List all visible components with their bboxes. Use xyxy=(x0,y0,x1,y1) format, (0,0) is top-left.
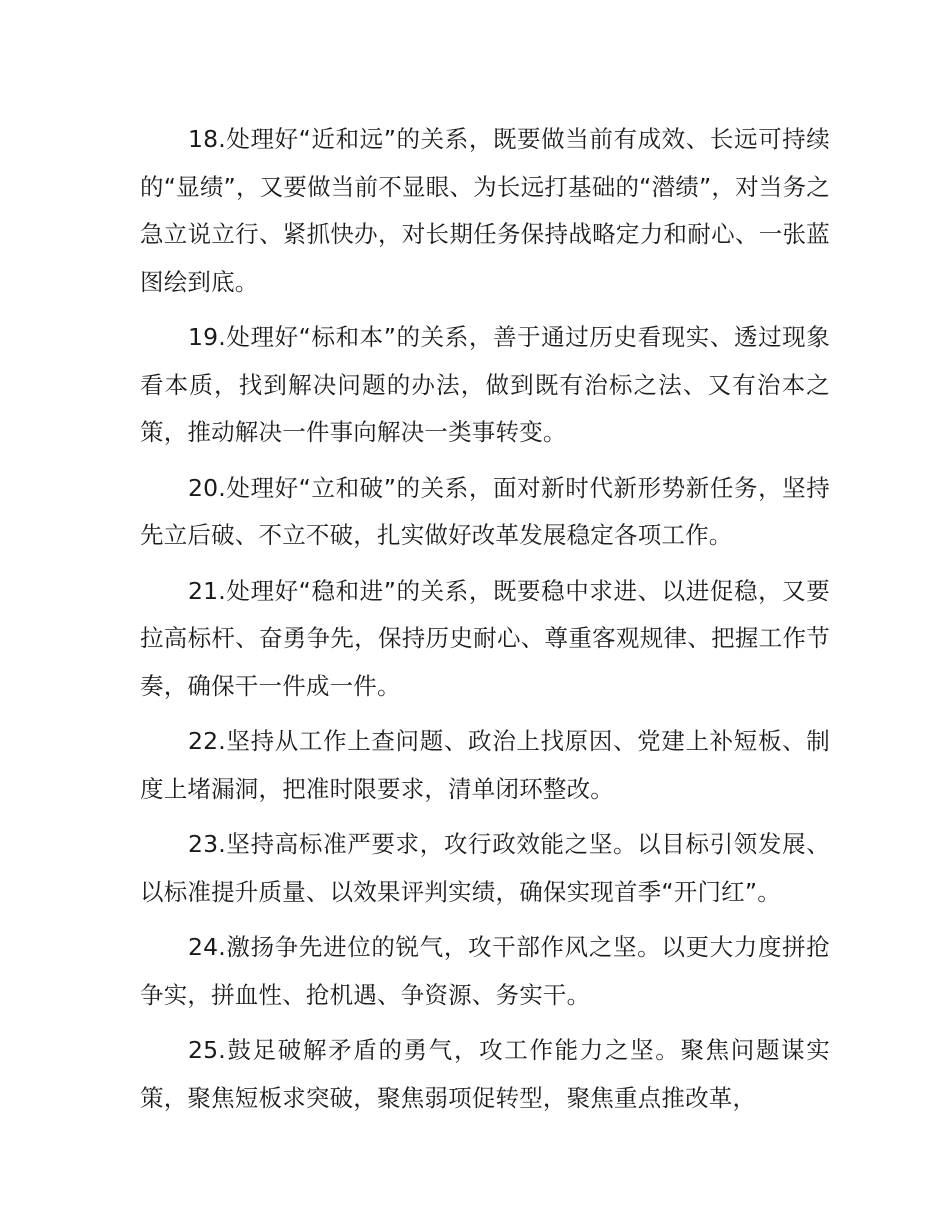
paragraph-22: 22.坚持从工作上查问题、政治上找原因、党建上补短板、制度上堵漏洞，把准时限要求，清单闭环整改。 xyxy=(140,727,830,803)
paragraph-18: 18.处理好“近和远”的关系，既要做当前有成效、长远可持续的“显绩”，又要做当前不显眼、为长远打基础的“潜绩”，对当务之急立说立行、紧抓快办，对长期任务保持战略定力和耐心、一张蓝图绘到底。 xyxy=(140,125,830,296)
paragraph-19: 19.处理好“标和本”的关系，善于通过历史看现实、透过现象看本质，找到解决问题的办法，做到既有治标之法、又有治本之策，推动解决一件事向解决一类事转变。 xyxy=(140,323,830,446)
paragraph-23: 23.坚持高标准严要求，攻行政效能之坚。以目标引领发展、以标准提升质量、以效果评判实绩，确保实现首季“开门红”。 xyxy=(140,830,830,906)
paragraph-25: 25.鼓足破解矛盾的勇气，攻工作能力之坚。聚焦问题谋实策，聚焦短板求突破，聚焦弱项促转型，聚焦重点推改革， xyxy=(140,1036,830,1112)
paragraph-20: 20.处理好“立和破”的关系，面对新时代新形势新任务，坚持先立后破、不立不破，扎实做好改革发展稳定各项工作。 xyxy=(140,473,830,549)
document-body xyxy=(140,116,830,1130)
paragraph-24: 24.激扬争先进位的锐气，攻干部作风之坚。以更大力度拼抢争实，拼血性、抢机遇、争资源、务实干。 xyxy=(140,933,830,1009)
paragraph-21: 21.处理好“稳和进”的关系，既要稳中求进、以进促稳，又要拉高标杆、奋勇争先，保持历史耐心、尊重客观规律、把握工作节奏，确保干一件成一件。 xyxy=(140,576,830,700)
